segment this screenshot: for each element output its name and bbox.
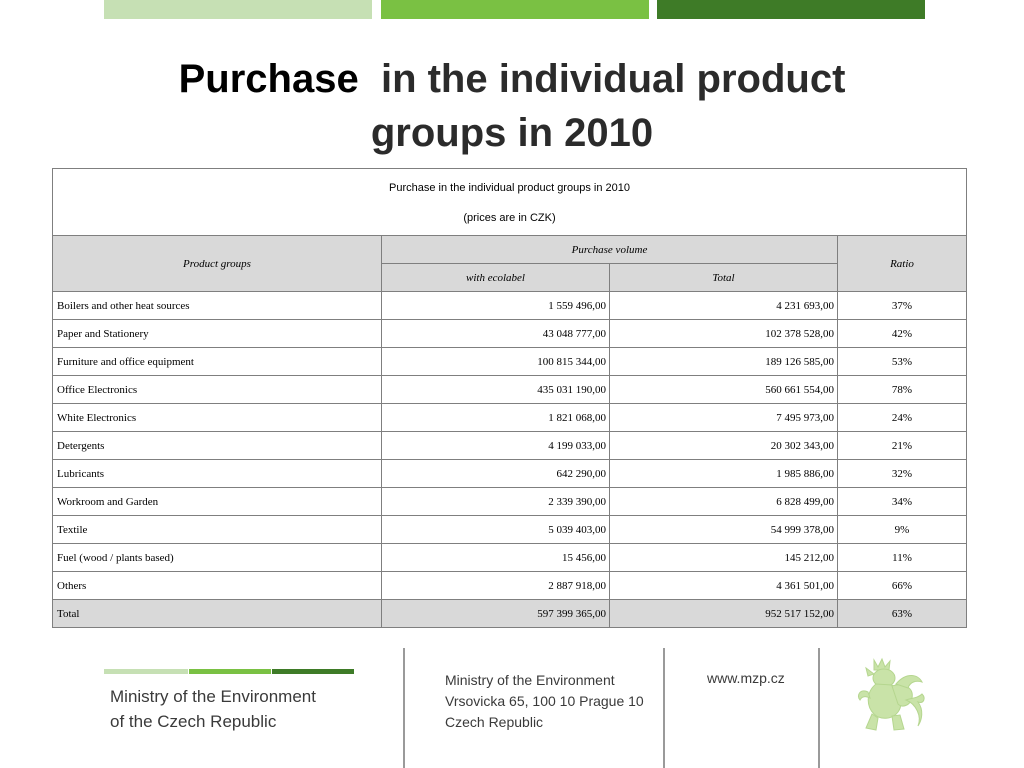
cell-ecolabel-volume: 43 048 777,00 [382,320,610,348]
cell-product-group: Others [53,572,382,600]
cell-ecolabel-volume: 4 199 033,00 [382,432,610,460]
table-row [53,516,967,544]
cell-ratio: 63% [838,600,967,628]
cell-product-group: White Electronics [53,404,382,432]
header-product-groups: Product groups [53,236,382,292]
cell-ratio: 53% [838,348,967,376]
cell-product-group: Detergents [53,432,382,460]
table-row [53,320,967,348]
cell-ecolabel-volume: 100 815 344,00 [382,348,610,376]
table-row [53,348,967,376]
cell-ratio: 32% [838,460,967,488]
cell-total-volume: 4 231 693,00 [610,292,838,320]
footer-divider [403,648,405,768]
cell-ecolabel-volume: 1 821 068,00 [382,404,610,432]
cell-total-volume: 189 126 585,00 [610,348,838,376]
table-row [53,544,967,572]
cell-product-group: Total [53,600,382,628]
ministry-address [445,670,655,733]
cell-product-group: Boilers and other heat sources [53,292,382,320]
cell-total-volume: 54 999 378,00 [610,516,838,544]
website-link[interactable]: www.mzp.cz [707,670,785,686]
table-row [53,432,967,460]
purchase-table [52,168,967,628]
table-row [53,460,967,488]
footer-divider [818,648,820,768]
czech-lion-emblem-icon [852,654,928,740]
cell-ratio: 11% [838,544,967,572]
cell-product-group: Textile [53,516,382,544]
address-line2: Vrsovicka 65, 100 10 Prague 10 [445,693,644,709]
cell-ecolabel-volume: 435 031 190,00 [382,376,610,404]
footer-bar-light [104,669,188,674]
cell-product-group: Fuel (wood / plants based) [53,544,382,572]
cell-total-volume: 20 302 343,00 [610,432,838,460]
table-row [53,488,967,516]
header-ratio: Ratio [838,236,967,292]
cell-ratio: 24% [838,404,967,432]
cell-product-group: Lubricants [53,460,382,488]
table-caption [53,169,967,236]
ministry-line1: Ministry of the Environment [110,687,316,706]
header-total: Total [610,264,838,292]
header-with-ecolabel: with ecolabel [382,264,610,292]
ministry-logo-text [110,684,370,734]
top-bar-light [104,0,372,19]
footer-bar-mid [189,669,271,674]
footer-divider [663,648,665,768]
cell-total-volume: 952 517 152,00 [610,600,838,628]
cell-product-group: Workroom and Garden [53,488,382,516]
address-line1: Ministry of the Environment [445,672,615,688]
table-caption-title: Purchase in the individual product groups in 2010 [389,182,630,194]
cell-total-volume: 6 828 499,00 [610,488,838,516]
cell-ratio: 34% [838,488,967,516]
cell-ecolabel-volume: 15 456,00 [382,544,610,572]
title-line2: groups in 2010 [370,111,654,155]
ministry-line2: of the Czech Republic [110,712,277,731]
header-purchase-volume: Purchase volume [382,236,838,264]
cell-product-group: Paper and Stationery [53,320,382,348]
cell-ratio: 42% [838,320,967,348]
table-caption-units: (prices are in CZK) [463,212,556,224]
table-total-row [53,600,967,628]
cell-ratio: 66% [838,572,967,600]
cell-ratio: 78% [838,376,967,404]
footer-bar-dark [272,669,354,674]
cell-product-group: Office Electronics [53,376,382,404]
table-row [53,292,967,320]
cell-ecolabel-volume: 1 559 496,00 [382,292,610,320]
cell-ecolabel-volume: 5 039 403,00 [382,516,610,544]
cell-total-volume: 102 378 528,00 [610,320,838,348]
table-row [53,572,967,600]
cell-total-volume: 7 495 973,00 [610,404,838,432]
table-row [53,376,967,404]
cell-ratio: 9% [838,516,967,544]
cell-total-volume: 1 985 886,00 [610,460,838,488]
cell-total-volume: 145 212,00 [610,544,838,572]
table-row [53,404,967,432]
cell-ratio: 21% [838,432,967,460]
cell-total-volume: 560 661 554,00 [610,376,838,404]
cell-product-group: Furniture and office equipment [53,348,382,376]
cell-ecolabel-volume: 597 399 365,00 [382,600,610,628]
cell-ecolabel-volume: 2 339 390,00 [382,488,610,516]
cell-total-volume: 4 361 501,00 [610,572,838,600]
top-bar-mid [381,0,649,19]
top-bar-dark [657,0,925,19]
address-line3: Czech Republic [445,714,544,730]
cell-ecolabel-volume: 642 290,00 [382,460,610,488]
cell-ratio: 37% [838,292,967,320]
title-line1-rest: in the individual product [380,57,846,101]
page-title [0,52,1024,160]
title-word-purchase: Purchase [178,57,359,101]
cell-ecolabel-volume: 2 887 918,00 [382,572,610,600]
